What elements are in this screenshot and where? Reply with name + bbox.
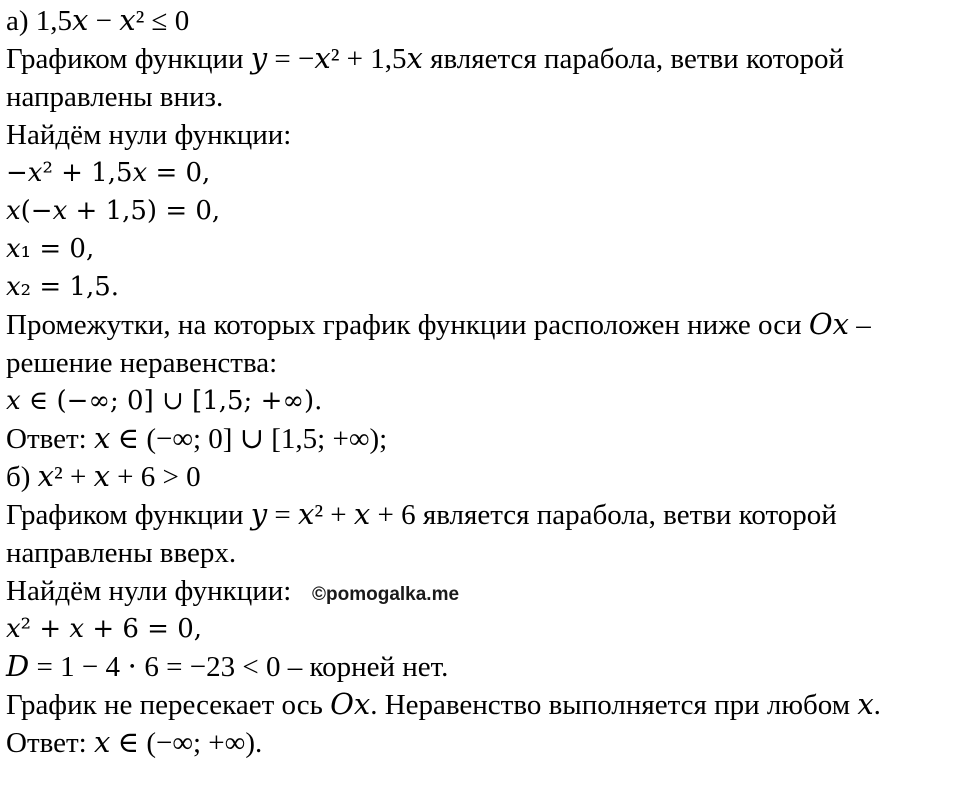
part-a-graph-description: Графиком функции 𝑦 = −𝑥² + 1,5𝑥 является парабола, ветви которой <box>6 43 844 75</box>
part-b-inequality: б) 𝑥² + 𝑥 + 6 > 0 <box>6 461 201 493</box>
part-a-solution-label: решение неравенства: <box>6 347 278 379</box>
part-b-branches-up: направлены вверх. <box>6 537 237 569</box>
part-b-equation: 𝑥² + 𝑥 + 6 = 0, <box>6 614 203 644</box>
watermark: ©pomogalka.me <box>312 584 460 605</box>
part-a-solution-set: 𝑥 ∈ (−∞; 0] ∪ [1,5; +∞). <box>6 386 323 416</box>
part-a-root-2: 𝑥₂ = 1,5. <box>6 272 120 302</box>
part-a-factored: 𝑥(−𝑥 + 1,5) = 0, <box>6 196 221 226</box>
part-b-conclusion: График не пересекает ось 𝑂𝑥. Неравенство выполняется при любом 𝑥. <box>6 689 881 721</box>
part-b-discriminant: 𝐷 = 1 − 4 ⋅ 6 = −23 < 0 – корней нет. <box>6 651 449 683</box>
part-a-answer: Ответ: 𝑥 ∈ (−∞; 0] ∪ [1,5; +∞); <box>6 423 388 455</box>
part-a-intervals-text: Промежутки, на которых график функции расположен ниже оси 𝑂𝑥 – <box>6 309 871 341</box>
part-a-inequality: а) 1,5𝑥 − 𝑥² ≤ 0 <box>6 5 190 37</box>
part-b-answer: Ответ: 𝑥 ∈ (−∞; +∞). <box>6 727 263 759</box>
part-a-find-zeros: Найдём нули функции: <box>6 119 292 151</box>
part-b-find-zeros: Найдём нули функции: <box>6 575 292 607</box>
part-a-equation: −𝑥² + 1,5𝑥 = 0, <box>6 158 211 188</box>
part-b-graph-description: Графиком функции 𝑦 = 𝑥² + 𝑥 + 6 является парабола, ветви которой <box>6 499 837 531</box>
part-a-root-1: 𝑥₁ = 0, <box>6 234 95 264</box>
part-a-branches-down: направлены вниз. <box>6 81 224 113</box>
